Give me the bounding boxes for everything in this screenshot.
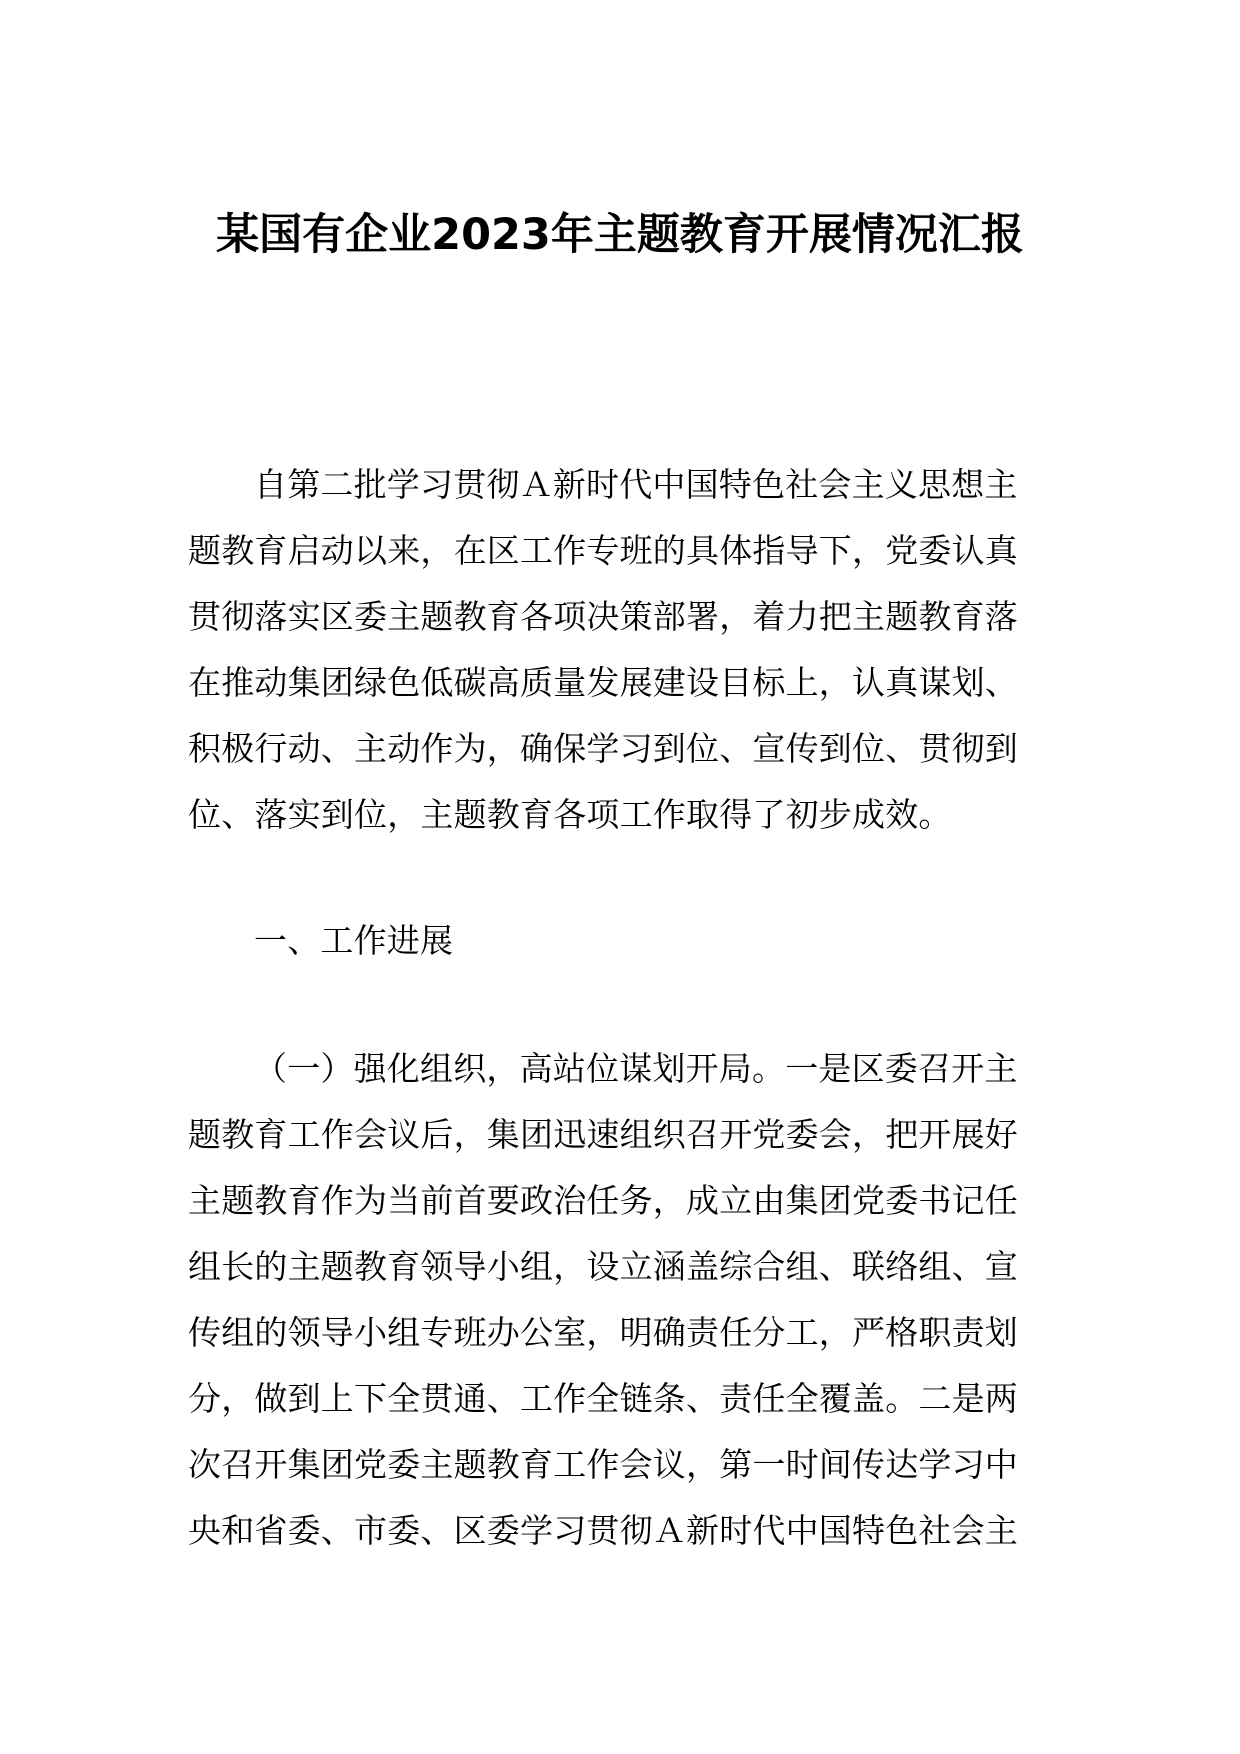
document-title: 某国有企业2023年主题教育开展情况汇报 bbox=[216, 210, 1024, 260]
paragraph-line: 主题教育作为当前首要政治任务，成立由集团党委书记任 bbox=[188, 1181, 1018, 1220]
section-heading-text: 一、工作进展 bbox=[254, 921, 454, 960]
paragraph-line: 题教育工作会议后，集团迅速组织召开党委会，把开展好 bbox=[188, 1115, 1018, 1154]
paragraph-line: 传组的领导小组专班办公室，明确责任分工，严格职责划 bbox=[188, 1313, 1018, 1352]
paragraph-line: 次召开集团党委主题教育工作会议，第一时间传达学习中 bbox=[188, 1445, 1018, 1484]
intro-paragraph bbox=[188, 452, 1058, 848]
paragraph-line: 组长的主题教育领导小组，设立涵盖综合组、联络组、宣 bbox=[188, 1247, 1018, 1286]
paragraph-line: 央和省委、市委、区委学习贯彻Ａ新时代中国特色社会主 bbox=[188, 1511, 1018, 1550]
paragraph-line: 位、落实到位，主题教育各项工作取得了初步成效。 bbox=[188, 795, 952, 834]
section-heading bbox=[188, 908, 1058, 974]
subsection-paragraph bbox=[188, 1036, 1058, 1564]
paragraph-line: 在推动集团绿色低碳高质量发展建设目标上，认真谋划、 bbox=[188, 663, 1018, 702]
paragraph-line: 分，做到上下全贯通、工作全链条、责任全覆盖。二是两 bbox=[188, 1379, 1018, 1418]
paragraph-line: 贯彻落实区委主题教育各项决策部署，着力把主题教育落 bbox=[188, 597, 1018, 636]
paragraph-line: 自第二批学习贯彻Ａ新时代中国特色社会主义思想主 bbox=[254, 465, 1018, 504]
paragraph-line: 积极行动、主动作为，确保学习到位、宣传到位、贯彻到 bbox=[188, 729, 1018, 768]
paragraph-line: （一）强化组织，高站位谋划开局。一是区委召开主 bbox=[254, 1049, 1018, 1088]
paragraph-line: 题教育启动以来，在区工作专班的具体指导下，党委认真 bbox=[188, 531, 1018, 570]
